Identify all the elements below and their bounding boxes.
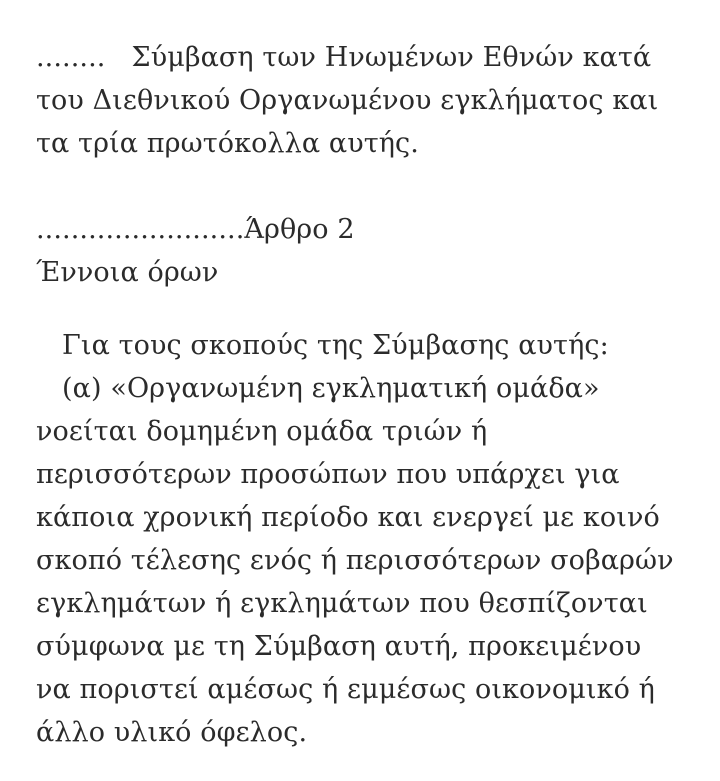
body-line-6: σκοπό τέλεσης ενός ή περισσότερων σοβαρών bbox=[36, 545, 674, 576]
spacer bbox=[36, 165, 696, 208]
intro-line-3: τα τρία πρωτόκολλα αυτής. bbox=[36, 128, 419, 159]
article-subheading: Έννοια όρων bbox=[36, 257, 219, 288]
body-line-10: άλλο υλικό όφελος. bbox=[36, 717, 308, 748]
body-line-8: σύμφωνα με τη Σύμβαση αυτή, προκειμένου bbox=[36, 631, 642, 662]
spacer bbox=[36, 294, 696, 324]
body-line-7: εγκλημάτων ή εγκλημάτων που θεσπίζονται bbox=[36, 588, 648, 619]
body-line-9: να πoριστεί αμέσως ή εμμέσως οικονομικό ή bbox=[36, 674, 655, 705]
document-text bbox=[36, 36, 696, 754]
body-line-3: νοείται δομημένη ομάδα τριών ή bbox=[36, 416, 488, 447]
body-line-1: Για τους σκοπούς της Σύμβασης αυτής: bbox=[36, 330, 609, 361]
intro-line-1: ........ Σύμβαση των Ηνωμένων Εθνών κατά bbox=[36, 42, 652, 73]
intro-line-2: του Διεθνικού Οργανωμένου εγκλήματος και bbox=[36, 85, 659, 116]
body-line-2: (α) «Οργανωμένη εγκληματική ομάδα» bbox=[36, 373, 600, 404]
article-heading: ........................Άρθρο 2 bbox=[36, 214, 355, 245]
body-line-4: περισσότερων προσώπων που υπάρχει για bbox=[36, 459, 620, 490]
body-line-5: κάποια χρονική περίοδο και ενεργεί με κοινό bbox=[36, 502, 660, 533]
